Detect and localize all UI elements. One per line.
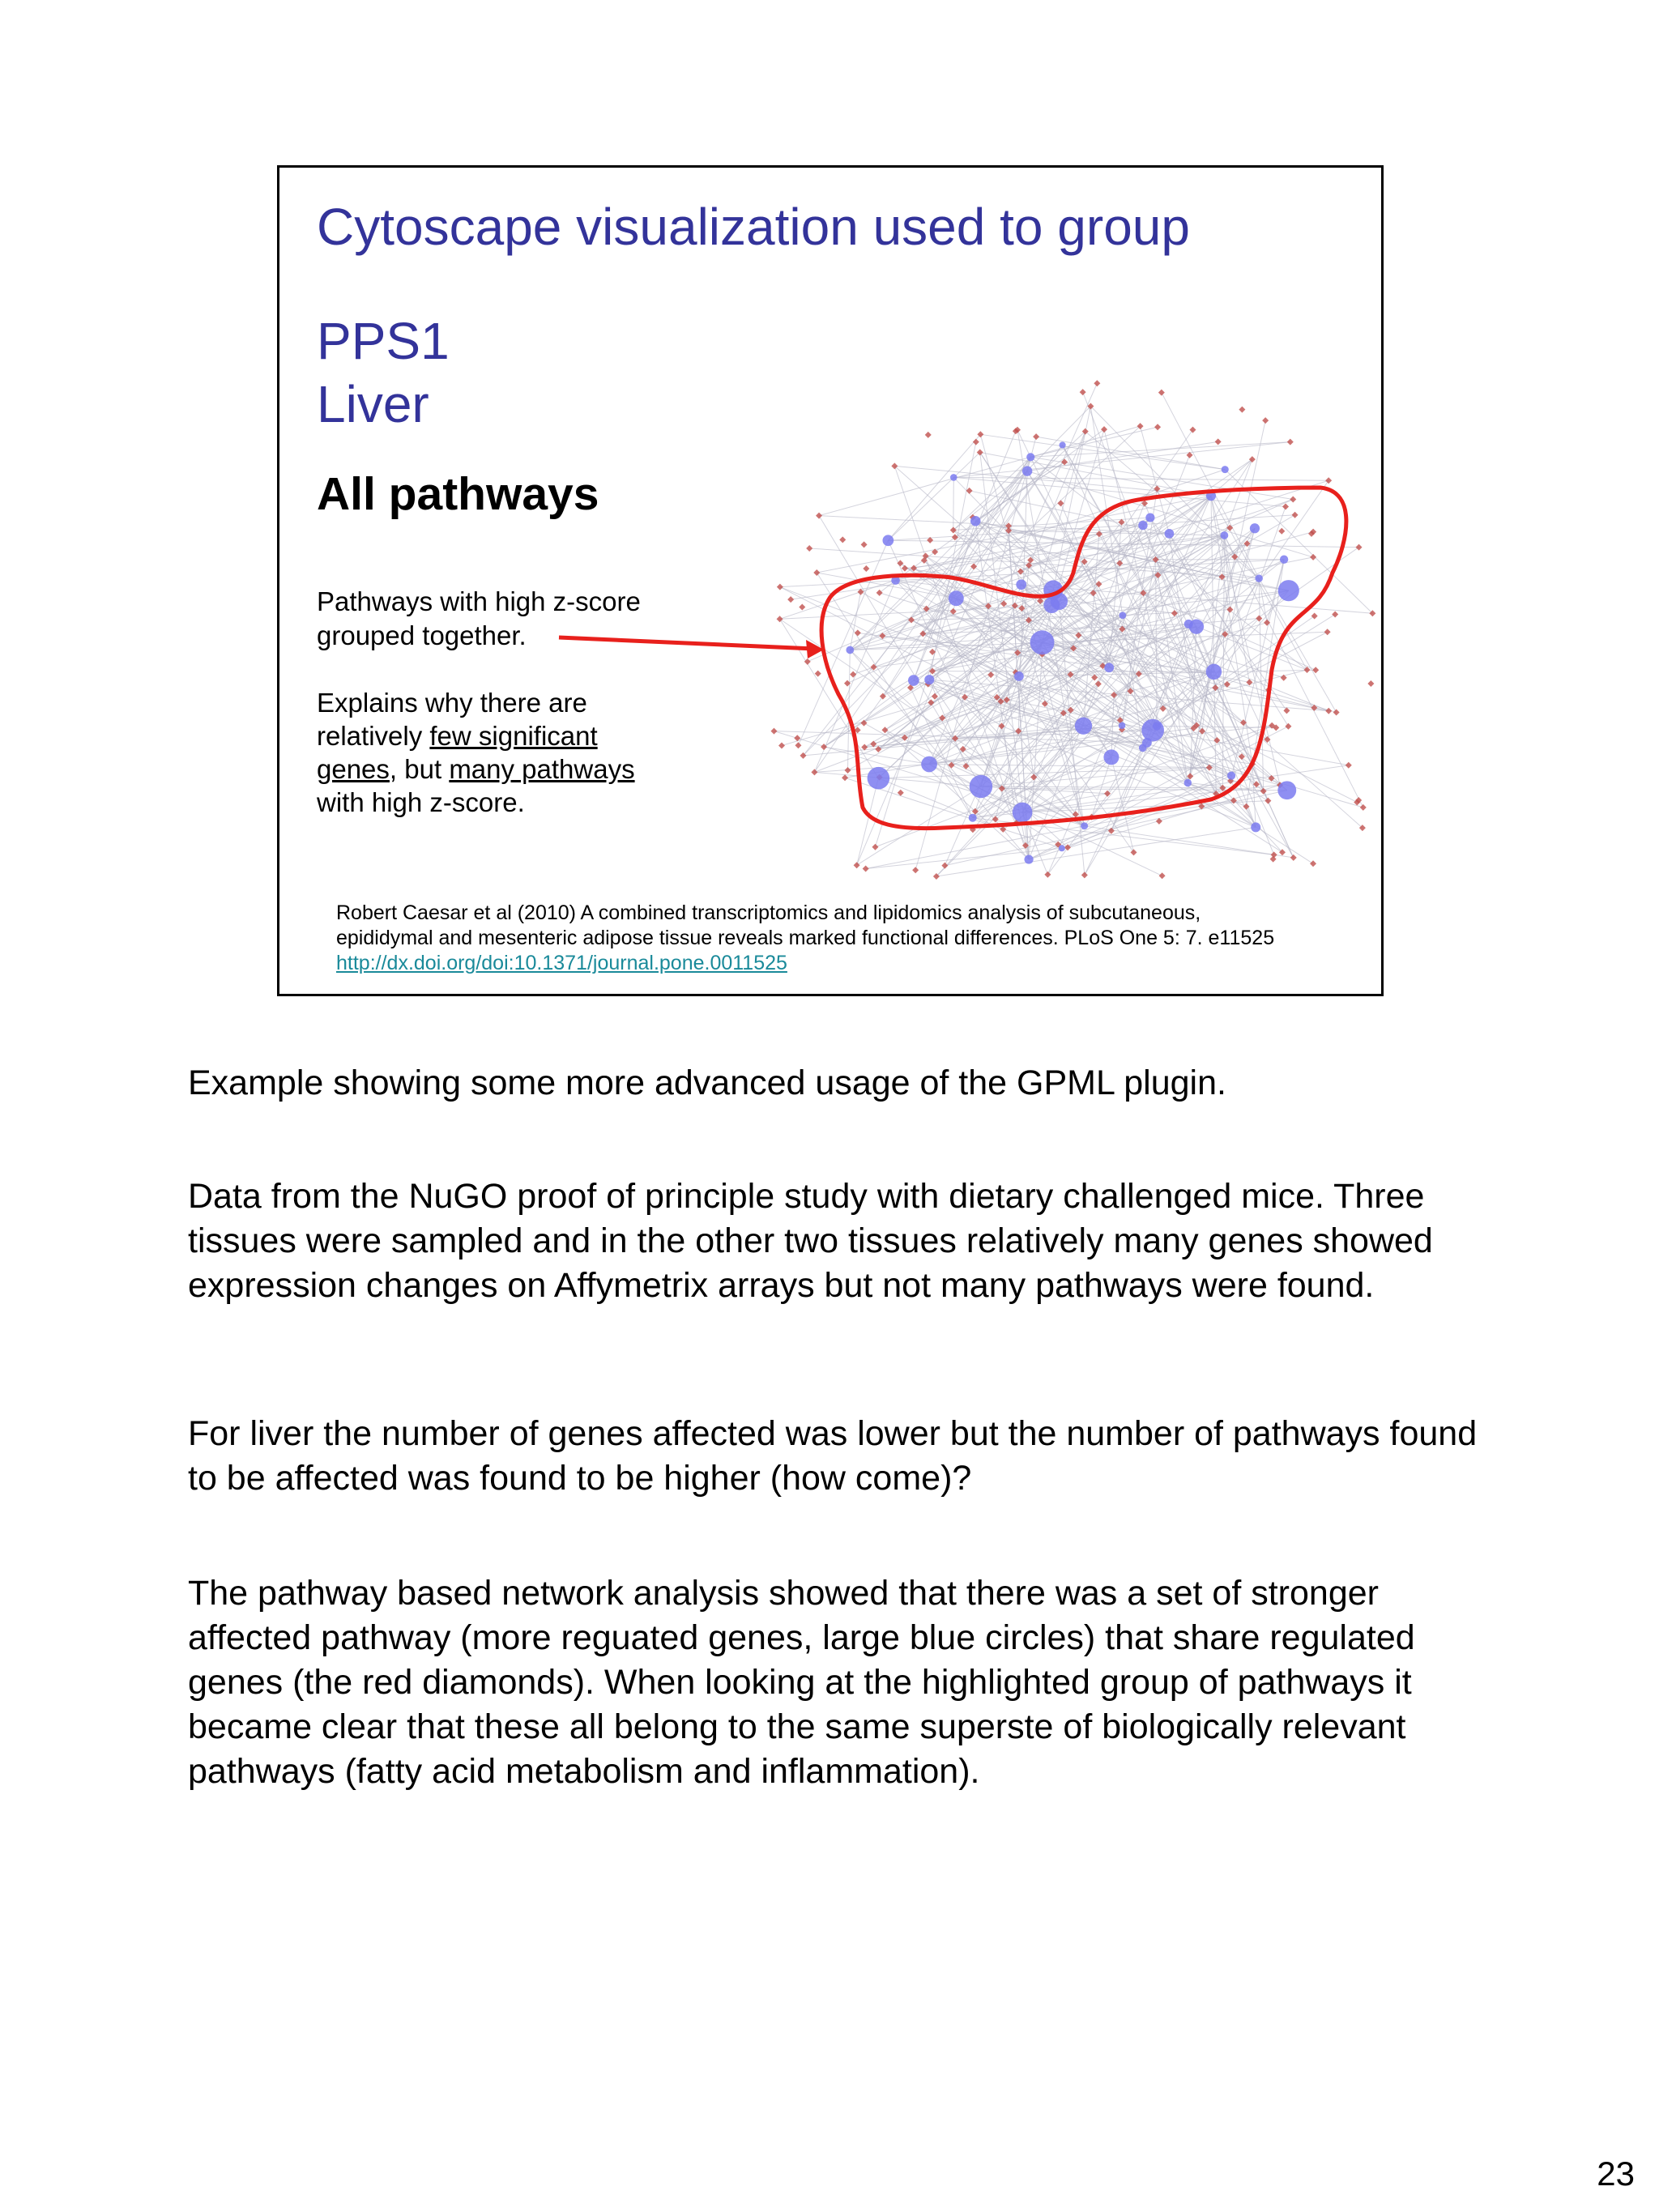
network-edge: [885, 730, 1029, 859]
network-edge: [888, 540, 1358, 547]
gene-node: [799, 604, 805, 611]
slide-subtitle: [317, 309, 450, 436]
gene-node: [1325, 708, 1332, 714]
gene-node: [839, 536, 846, 543]
gene-node: [1290, 496, 1296, 502]
pathway-node: [1016, 579, 1026, 590]
gene-node: [1158, 390, 1165, 396]
gene-node: [844, 767, 851, 774]
pathway-node: [1014, 671, 1024, 681]
pathway-node: [1103, 749, 1119, 765]
pathway-node: [1189, 620, 1204, 634]
slide-note-grouping: Pathways with high z-score grouped together.: [317, 586, 641, 650]
pathway-node: [1081, 822, 1088, 829]
pathway-node: [1251, 822, 1260, 832]
gene-node: [1283, 707, 1290, 714]
gene-node: [1310, 554, 1316, 560]
gene-node: [1292, 512, 1299, 518]
network-edge: [850, 650, 1068, 847]
gene-node: [850, 671, 856, 678]
gene-node: [1271, 851, 1277, 858]
gene-node: [1287, 439, 1294, 445]
network-edge: [1030, 442, 1290, 458]
pathway-node: [1013, 803, 1033, 823]
pathway-node: [1142, 738, 1152, 748]
gene-node: [778, 742, 785, 748]
pathway-node: [1250, 523, 1260, 533]
pathway-node: [1145, 513, 1154, 522]
gene-node: [813, 569, 820, 576]
page-number: 23: [1597, 2154, 1635, 2193]
gene-node: [902, 565, 908, 572]
gene-node: [897, 560, 903, 566]
gene-node: [795, 742, 801, 748]
gene-node: [1367, 680, 1374, 687]
pathway-node: [1255, 574, 1262, 582]
note2-part-b: , but: [389, 754, 450, 784]
pathway-node: [1206, 664, 1222, 680]
pathway-node: [921, 757, 937, 773]
network-edge: [1102, 526, 1143, 667]
gene-node: [816, 513, 822, 519]
note2-part-c: with high z-score.: [317, 787, 525, 817]
gene-node: [815, 671, 821, 677]
all-pathways-heading: All pathways: [317, 468, 599, 520]
gene-node: [1213, 737, 1220, 744]
gene-node: [1215, 438, 1222, 445]
gene-node: [1044, 872, 1051, 878]
gene-node: [941, 863, 948, 869]
pathway-node: [1075, 718, 1092, 735]
gene-node: [1282, 504, 1289, 510]
gene-node: [1332, 611, 1338, 617]
gene-node: [1325, 477, 1332, 484]
gene-node: [876, 590, 883, 596]
pathway-node: [1120, 612, 1127, 619]
gene-node: [1360, 804, 1367, 811]
pathway-node: [1024, 855, 1033, 863]
gene-node: [932, 548, 938, 555]
pathway-node: [883, 535, 894, 546]
gene-node: [1094, 380, 1100, 386]
subtitle-liver: Liver: [317, 375, 429, 433]
gene-node: [777, 616, 783, 622]
pathway-node: [908, 675, 919, 686]
gene-node: [1154, 424, 1161, 430]
gene-node: [811, 769, 817, 775]
pathway-node: [1184, 779, 1192, 786]
network-edge: [1156, 560, 1158, 727]
pathway-node: [1165, 529, 1175, 539]
notes-paragraph-1: Example showing some more advanced usage of the GPML plugin.: [188, 1063, 1226, 1102]
pathway-node: [924, 675, 934, 684]
pathway-node: [1138, 521, 1147, 530]
pathway-network-graph: [279, 168, 1384, 996]
pathway-node: [1280, 556, 1288, 564]
pathway-node: [1153, 722, 1161, 730]
gene-node: [1346, 762, 1352, 769]
pathway-node: [1059, 845, 1065, 851]
slide-note-explanation: [317, 686, 673, 819]
pathway-node: [1104, 663, 1114, 672]
gene-node: [1310, 860, 1316, 867]
pathway-node: [1278, 580, 1299, 601]
pathway-node: [1026, 453, 1034, 461]
pathway-node: [868, 767, 890, 790]
pathway-node: [1119, 722, 1126, 729]
pathway-node: [969, 814, 977, 822]
pathway-node: [970, 516, 981, 526]
gene-node: [1000, 600, 1007, 607]
pathway-node: [1227, 771, 1235, 779]
gene-node: [973, 439, 979, 445]
pathway-node: [1277, 781, 1296, 799]
pathway-node: [949, 590, 964, 606]
gene-node: [770, 728, 777, 735]
gene-node: [1239, 407, 1245, 413]
gene-node: [1189, 427, 1196, 433]
slide-title: Cytoscape visualization used to group: [317, 198, 1190, 256]
note2-few-significant-genes: few significant genes: [317, 721, 598, 784]
gene-node: [787, 596, 794, 603]
gene-node: [806, 545, 812, 552]
note2-many-pathways: many pathways: [449, 754, 635, 784]
subtitle-pps1: PPS1: [317, 312, 450, 370]
pathway-node: [1022, 466, 1032, 475]
gene-node: [1278, 528, 1285, 535]
gene-node: [1356, 544, 1363, 551]
gene-node: [1333, 710, 1340, 716]
pathway-node: [846, 646, 854, 654]
gene-node: [861, 541, 868, 548]
gene-node: [842, 774, 848, 781]
gene-node: [1101, 426, 1107, 433]
citation: [336, 901, 1373, 976]
notes-paragraph-4: The pathway based network analysis showed that there was a set of stronger affected pathway (more reguated genes, large blue circles) that share regulated genes (the red diamonds). When looking at the highlighted group of pathways it became clear that these all belong to the same superste of biologically relevant pathways (fatty acid metabolism and inflammation).: [188, 1574, 1415, 1791]
gene-node: [1096, 531, 1102, 537]
notes-paragraph-2: Data from the NuGO proof of principle study with dietary challenged mice. Three tissues were sampled and in the other two tissues relatively many genes showed expression changes on Affymetrix arrays but not many pathways were found.: [188, 1177, 1433, 1305]
gene-node: [1285, 723, 1291, 730]
gene-node: [854, 862, 860, 868]
gene-node: [872, 844, 878, 850]
gene-node: [1080, 389, 1086, 395]
gene-node: [1265, 798, 1271, 804]
gene-node: [1057, 500, 1064, 506]
pathway-node: [1141, 719, 1164, 742]
gene-node: [1324, 629, 1331, 635]
gene-node: [1159, 872, 1166, 879]
gene-node: [963, 763, 970, 769]
network-edge: [875, 757, 1111, 847]
citation-line-1: Robert Caesar et al (2010) A combined transcriptomics and lipidomics analysis of subcutaneous,: [336, 901, 1201, 924]
slide-image: [277, 165, 1384, 996]
gene-node: [855, 629, 861, 636]
gene-node: [777, 584, 783, 590]
gene-node: [1224, 681, 1230, 688]
gene-node: [912, 867, 919, 873]
gene-node: [863, 565, 869, 572]
network-edge: [1111, 757, 1134, 852]
pathway-node: [1030, 630, 1055, 654]
gene-node: [1290, 855, 1297, 861]
gene-node: [1262, 417, 1269, 424]
note2-part-a: Explains why there are relatively: [317, 688, 587, 751]
gene-node: [1018, 605, 1025, 612]
gene-node: [1033, 433, 1039, 440]
pathway-node: [1059, 441, 1065, 448]
pathway-node: [1221, 531, 1229, 539]
gene-node: [863, 866, 869, 872]
pathway-node: [1222, 466, 1229, 473]
gene-node: [1187, 773, 1193, 779]
pathway-node: [970, 775, 992, 798]
notes-paragraph-3: For liver the number of genes affected was lower but the number of pathways found to be affected was found to be higher (how come)?: [188, 1414, 1478, 1498]
pathway-node: [950, 474, 957, 481]
gene-node: [1311, 613, 1318, 620]
citation-doi-link[interactable]: http://dx.doi.org/doi:10.1371/journal.pone.0011525: [336, 952, 787, 974]
gene-node: [992, 816, 999, 822]
gene-node: [1081, 872, 1088, 878]
gene-node: [1130, 849, 1137, 855]
network-edge: [888, 452, 979, 540]
citation-line-2: epididymal and mesenteric adipose tissue reveals marked functional differences. PLoS One 5: 7. e11525: [336, 927, 1275, 949]
gene-node: [925, 432, 932, 438]
